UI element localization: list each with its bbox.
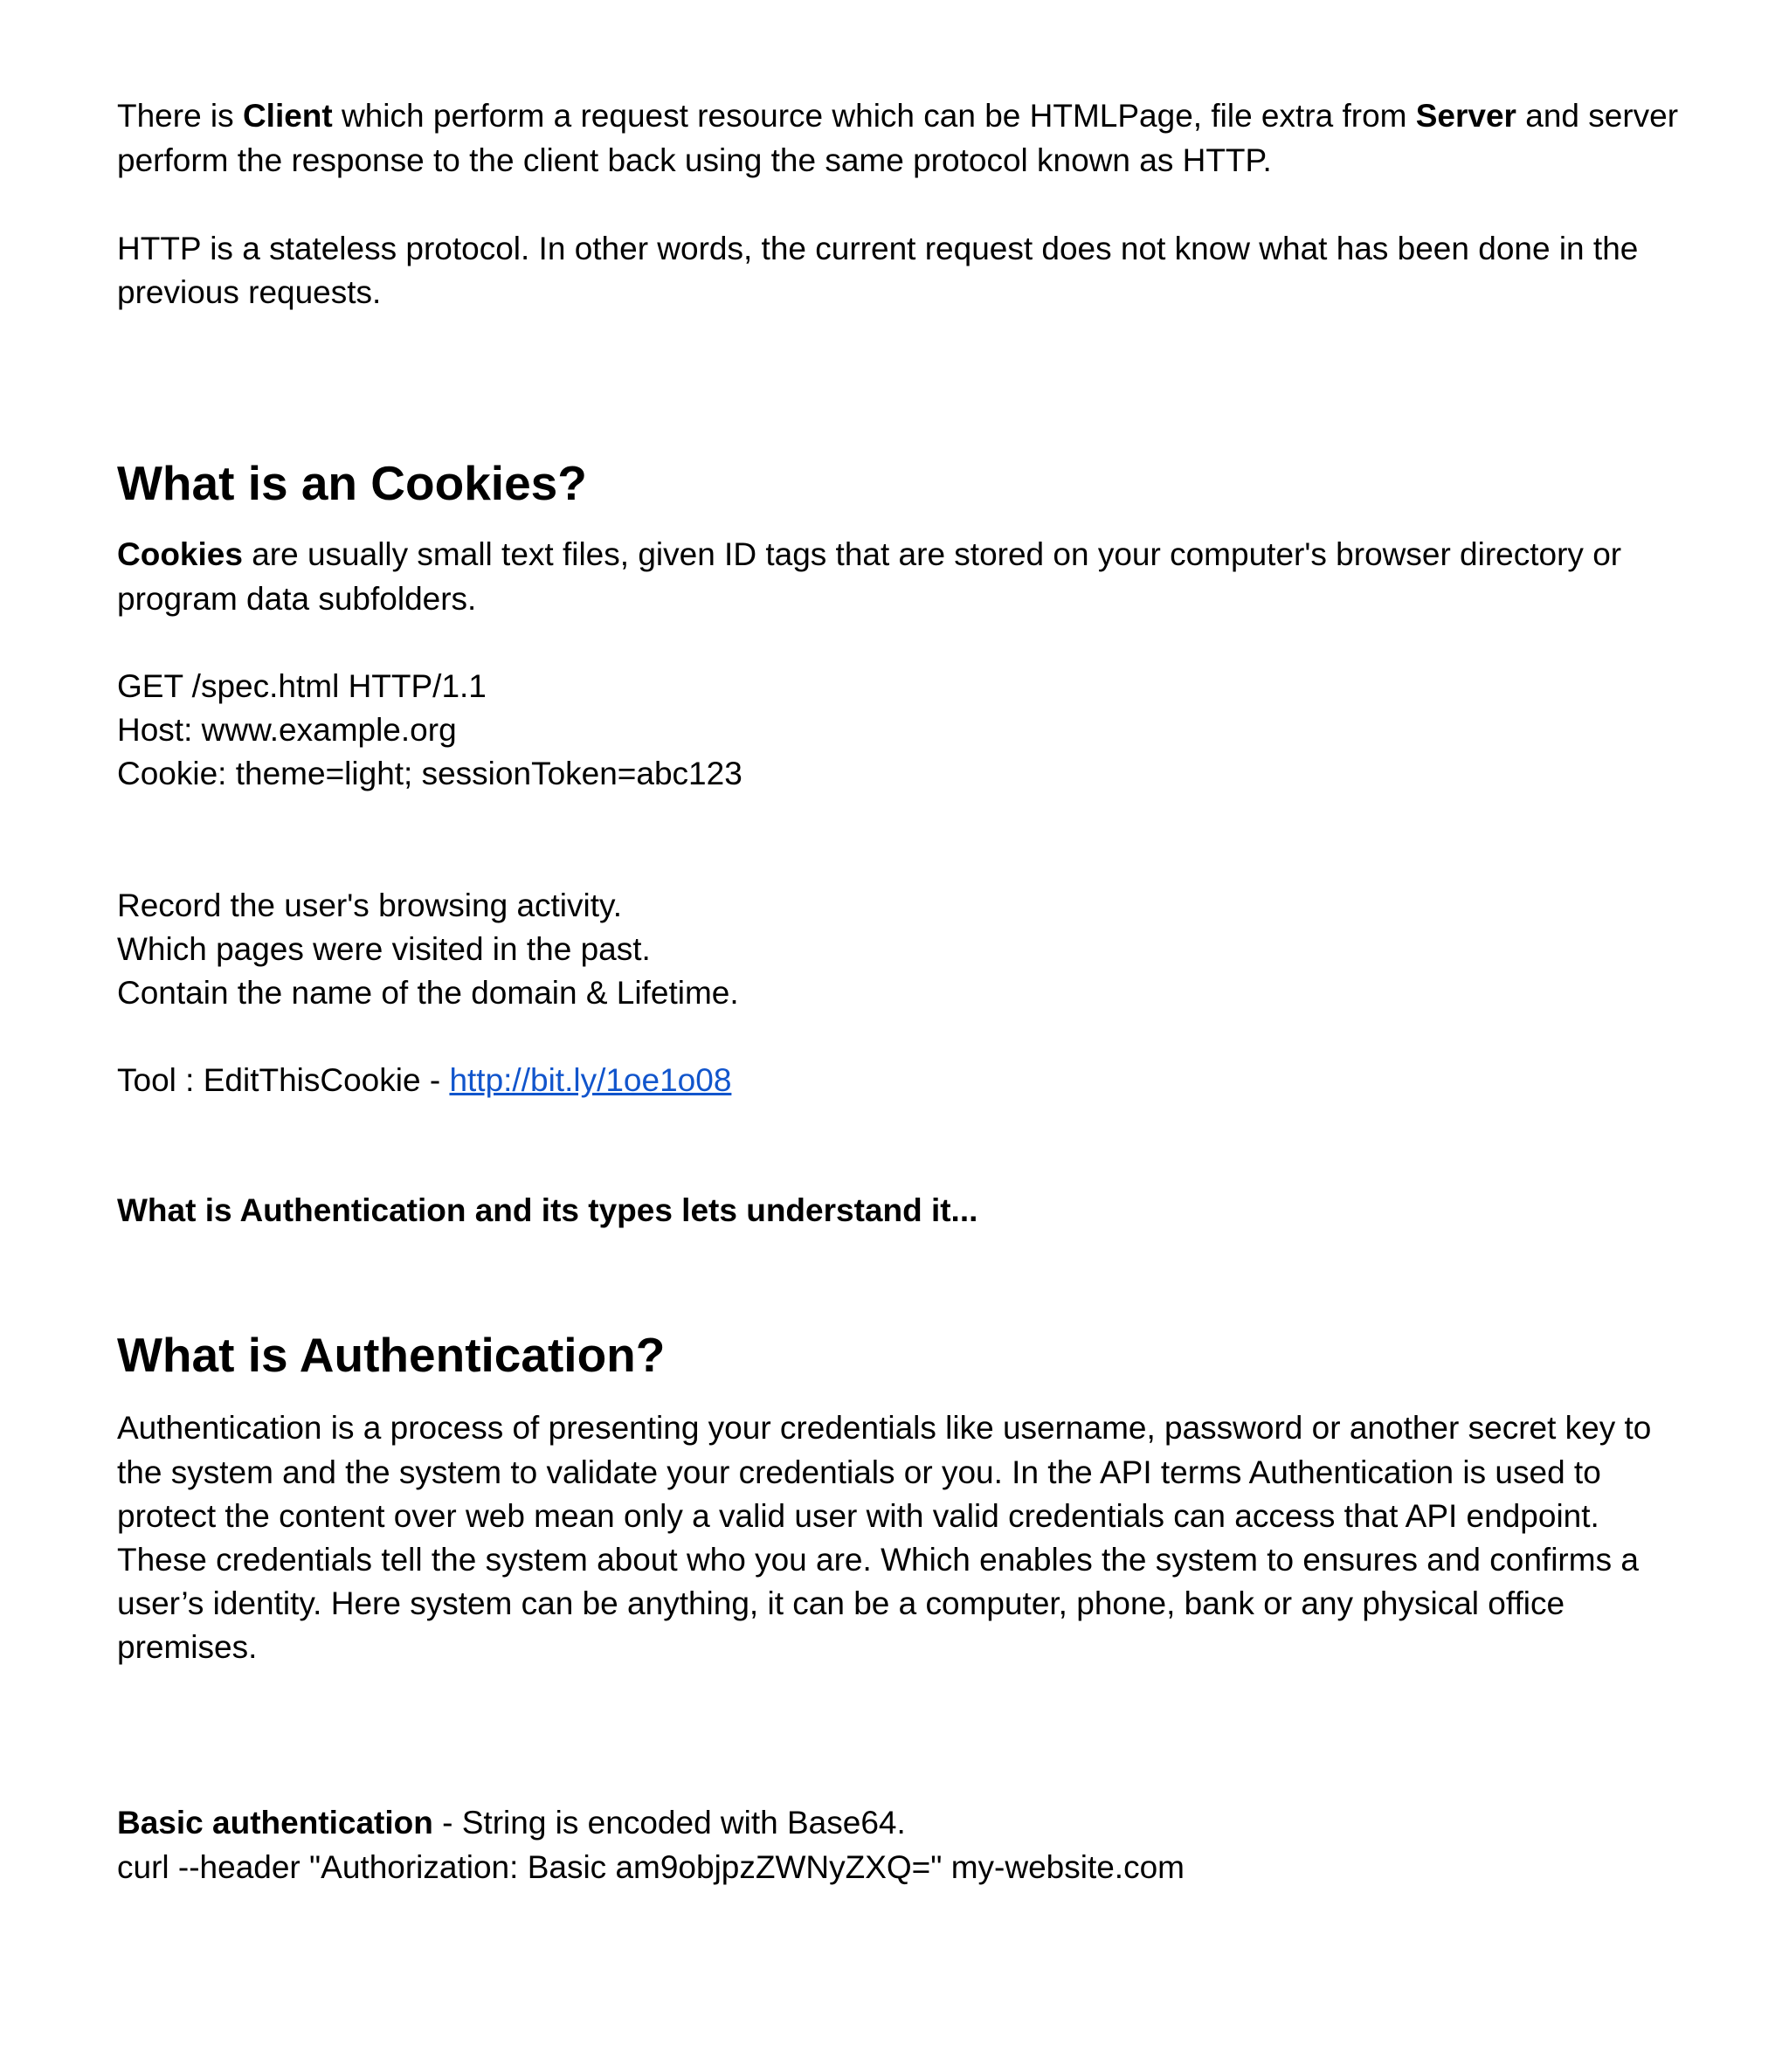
stateless-paragraph-line-1: HTTP is a stateless protocol. In other words, the current request does not know what has been done in the — [117, 231, 1639, 266]
tool-line — [117, 1059, 731, 1103]
purpose-line: Record the user's browsing activity. — [117, 888, 623, 923]
cookies-term: Cookies — [117, 536, 243, 572]
request-host-line: Host: www.example.org — [117, 712, 457, 748]
basic-auth-line — [117, 1801, 906, 1846]
basic-auth-term: Basic authentication — [117, 1805, 433, 1841]
intro-text: which perform a request resource which can be HTMLPage, file extra from — [332, 98, 1416, 134]
server-term: Server — [1415, 98, 1516, 134]
authentication-paragraph-line: the system and the system to validate your credentials or you. In the API terms Authentication is used to — [117, 1454, 1601, 1490]
request-line: GET /spec.html HTTP/1.1 — [117, 668, 487, 704]
intro-text: and server — [1516, 98, 1679, 134]
intro-text: There is — [117, 98, 243, 134]
client-term: Client — [242, 98, 333, 134]
intro-paragraph-line-1 — [117, 94, 1678, 139]
purpose-line: Which pages were visited in the past. — [117, 931, 651, 967]
basic-auth-example: curl --header "Authorization: Basic am9objpzZWNyZXQ=" my-website.com — [117, 1849, 1185, 1885]
cookies-definition-text: are usually small text files, given ID tags that are stored on your computer's browser directory or — [242, 536, 1622, 572]
authentication-paragraph-line: user’s identity. Here system can be anything, it can be a computer, phone, bank or any physical office — [117, 1585, 1565, 1621]
purpose-line: Contain the name of the domain & Lifetime. — [117, 975, 739, 1011]
editthiscookie-link[interactable]: http://bit.ly/1oe1o08 — [449, 1062, 732, 1098]
authentication-paragraph-line: premises. — [117, 1629, 258, 1665]
authentication-paragraph-line: protect the content over web mean only a valid user with valid credentials can access that API endpoint. — [117, 1498, 1599, 1534]
auth-intro-subheading: What is Authentication and its types lets understand it... — [117, 1192, 978, 1228]
stateless-paragraph-line-2: previous requests. — [117, 274, 382, 310]
basic-auth-description: - String is encoded with Base64. — [432, 1805, 906, 1841]
intro-paragraph-line-2: perform the response to the client back using the same protocol known as HTTP. — [117, 142, 1272, 178]
authentication-heading: What is Authentication? — [117, 1328, 666, 1382]
request-cookie-line: Cookie: theme=light; sessionToken=abc123 — [117, 756, 743, 791]
cookies-definition-line-2: program data subfolders. — [117, 581, 477, 617]
tool-label: Tool : EditThisCookie - — [117, 1062, 450, 1098]
authentication-paragraph-line: These credentials tell the system about who you are. Which enables the system to ensures and confirms a — [117, 1542, 1639, 1578]
authentication-paragraph-line: Authentication is a process of presenting your credentials like username, password or another secret key to — [117, 1410, 1652, 1446]
cookies-definition-line-1 — [117, 533, 1621, 577]
cookies-heading: What is an Cookies? — [117, 456, 587, 510]
